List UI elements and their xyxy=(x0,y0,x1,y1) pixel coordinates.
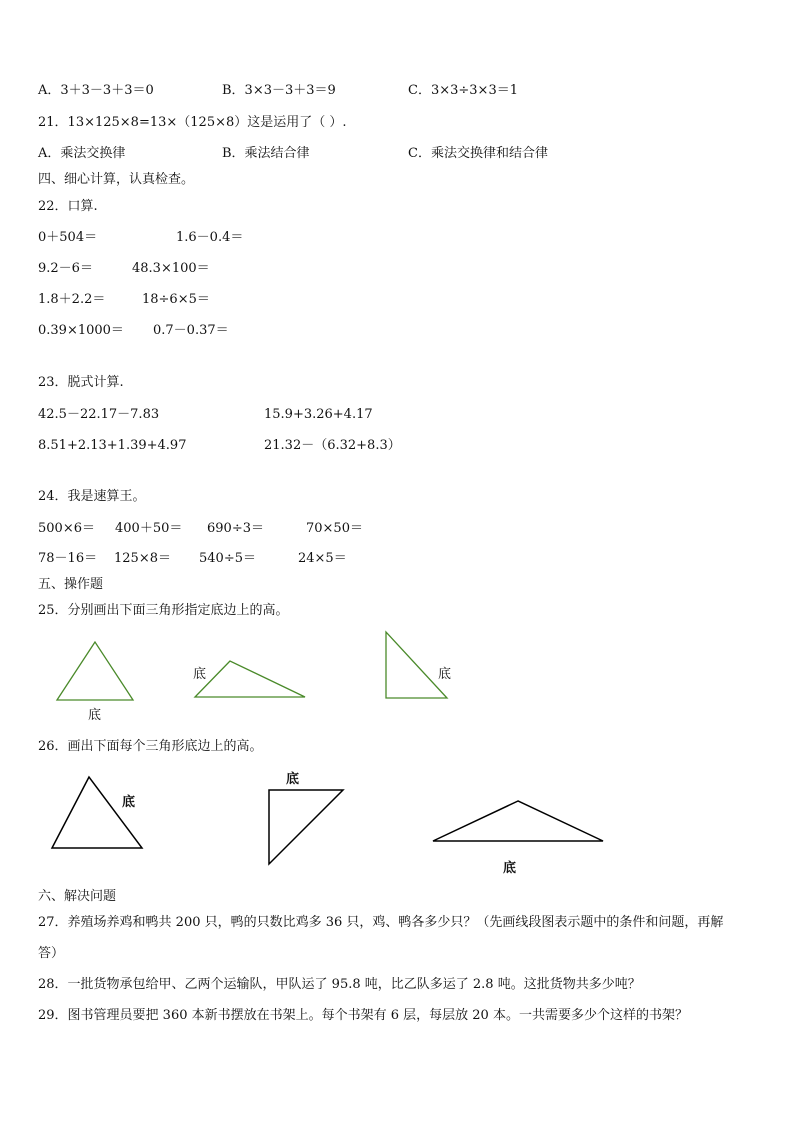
q22-item: 1.6－0.4＝ xyxy=(176,230,244,245)
q26-triangle-2 xyxy=(269,790,343,864)
q25-base-label-1: 底 xyxy=(88,708,102,723)
q22-item: 9.2－6＝ xyxy=(38,261,93,276)
q24-item: 690÷3＝ xyxy=(207,521,264,536)
q26-triangle-3 xyxy=(433,801,603,841)
q22-item: 1.8＋2.2＝ xyxy=(38,292,106,307)
q26-stem: 26．画出下面每个三角形底边上的高。 xyxy=(38,739,263,754)
q27-text-line2: 答） xyxy=(38,946,65,961)
q21-option-c: C．乘法交换律和结合律 xyxy=(408,146,548,161)
q24-item: 400＋50＝ xyxy=(115,521,183,536)
q29-text: 29．图书管理员要把 360 本新书摆放在书架上。每个书架有 6 层，每层放 20 本。一共需要多少个这样的书架？ xyxy=(38,1008,688,1023)
q23-item: 21.32－（6.32+8.3） xyxy=(264,438,401,453)
q22-item: 0.39×1000＝ xyxy=(38,323,124,338)
q23-item: 8.51+2.13+1.39+4.97 xyxy=(38,438,187,453)
q20-option-b: B．3×3－3＋3＝9 xyxy=(222,83,336,98)
section-4-heading: 四、细心计算，认真检查。 xyxy=(38,172,195,187)
q23-stem: 23．脱式计算. xyxy=(38,375,124,390)
q22-stem: 22．口算. xyxy=(38,199,98,214)
q23-item: 42.5－22.17－7.83 xyxy=(38,407,160,422)
q25-stem: 25．分别画出下面三角形指定底边上的高。 xyxy=(38,603,289,618)
q27-text-line1: 27．养殖场养鸡和鸭共 200 只，鸭的只数比鸡多 36 只，鸡、鸭各多少只？（先画线段图表示题中的条件和问题，再解 xyxy=(38,915,724,930)
q24-item: 125×8＝ xyxy=(114,551,171,566)
q21-option-b: B．乘法结合律 xyxy=(222,146,310,161)
q24-item: 24×5＝ xyxy=(298,551,347,566)
q28-text: 28．一批货物承包给甲、乙两个运输队，甲队运了 95.8 吨，比乙队多运了 2.8 吨。这批货物共多少吨？ xyxy=(38,977,641,992)
q25-base-label-2: 底 xyxy=(193,667,207,682)
section-5-heading: 五、操作题 xyxy=(38,577,104,592)
q22-item: 48.3×100＝ xyxy=(132,261,210,276)
q26-triangle-1 xyxy=(52,777,142,848)
q24-stem: 24．我是速算王。 xyxy=(38,489,146,504)
q24-item: 540÷5＝ xyxy=(199,551,256,566)
q24-item: 78－16＝ xyxy=(38,551,98,566)
q22-item: 18÷6×5＝ xyxy=(142,292,210,307)
q26-base-label-2: 底 xyxy=(286,772,300,787)
q26-base-label-1: 底 xyxy=(122,795,136,810)
q22-item: 0.7－0.37＝ xyxy=(153,323,229,338)
q21-stem: 21．13×125×8=13×（125×8）这是运用了（ ）. xyxy=(38,115,347,130)
q26-base-label-3: 底 xyxy=(503,861,517,876)
q22-item: 0＋504＝ xyxy=(38,230,98,245)
q20-option-a: A．3＋3－3＋3＝0 xyxy=(38,83,154,98)
q24-item: 500×6＝ xyxy=(38,521,95,536)
section-6-heading: 六、解决问题 xyxy=(38,889,117,904)
q25-base-label-3: 底 xyxy=(438,667,452,682)
q21-option-a: A．乘法交换律 xyxy=(38,146,126,161)
q23-item: 15.9+3.26+4.17 xyxy=(264,407,373,422)
q24-item: 70×50＝ xyxy=(306,521,363,536)
q20-option-c: C．3×3÷3×3＝1 xyxy=(408,83,518,98)
